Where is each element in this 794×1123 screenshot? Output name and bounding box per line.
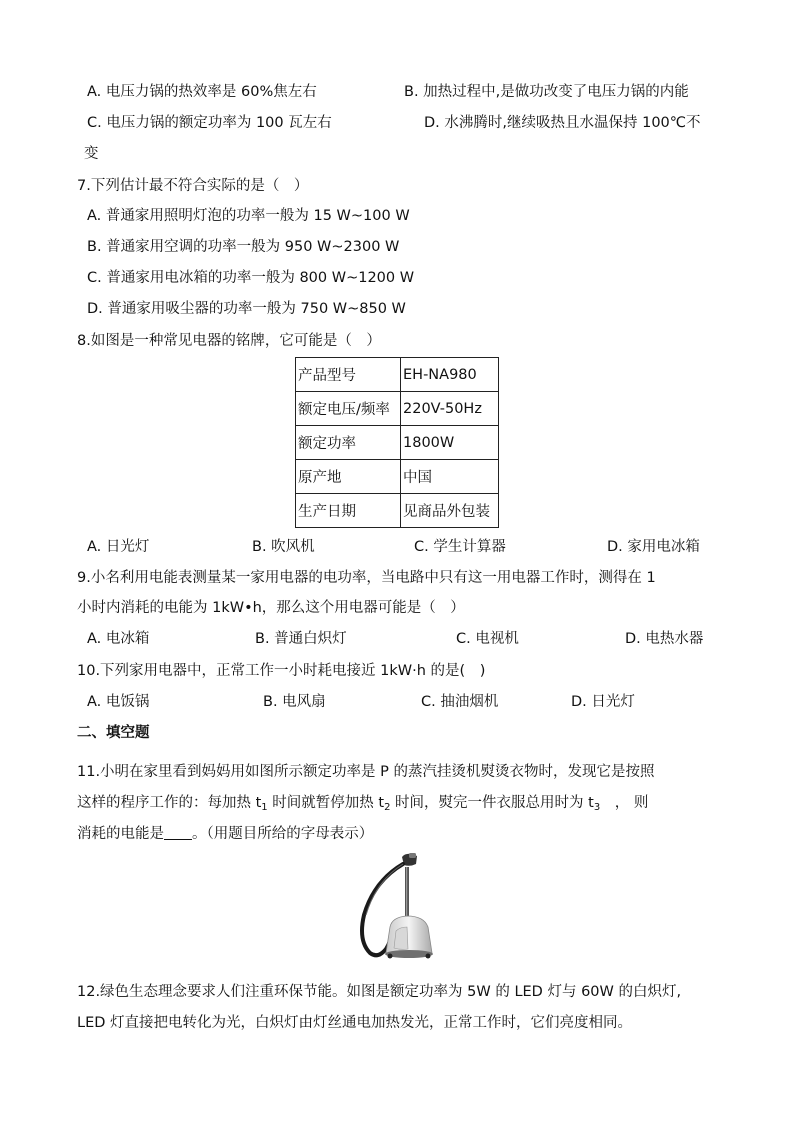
table-cell-value: 1800W xyxy=(401,426,499,460)
q12-line1: 12.绿色生态理念要求人们注重环保节能。如图是额定功率为 5W 的 LED 灯与 60W 的白炽灯, xyxy=(77,984,682,1000)
q8-option-c: C. 学生计算器 xyxy=(414,539,506,555)
q11-text: 这样的程序工作的：每加热 t xyxy=(77,795,262,811)
nameplate-table xyxy=(295,357,499,528)
table-row xyxy=(296,358,499,392)
garment-steamer-illustration xyxy=(356,853,446,963)
q12-line2: LED 灯直接把电转化为光，白炽灯由灯丝通电加热发光，正常工作时，它们亮度相同。 xyxy=(77,1015,633,1031)
table-cell-value: 中国 xyxy=(401,460,499,494)
q6-option-a: A. 电压力锅的热效率是 60%焦左右 xyxy=(87,84,317,100)
q8-option-a: A. 日光灯 xyxy=(87,539,150,555)
q8-option-b: B. 吹风机 xyxy=(252,539,315,555)
q9-option-d: D. 电热水器 xyxy=(625,631,704,647)
table-cell-key: 额定功率 xyxy=(296,426,401,460)
table-cell-value: EH-NA980 xyxy=(401,358,499,392)
q10-option-a: A. 电饭锅 xyxy=(87,694,150,710)
q9-option-c: C. 电视机 xyxy=(456,631,519,647)
q11-line1: 11.小明在家里看到妈妈用如图所示额定功率是 P 的蒸汽挂烫机熨烫衣物时，发现它是按照 xyxy=(77,764,655,780)
answer-blank[interactable] xyxy=(164,825,192,840)
section-title: 二、填空题 xyxy=(77,725,150,741)
q11-text: 消耗的电能是 xyxy=(77,826,164,842)
table-row xyxy=(296,392,499,426)
q7-stem: 7.下列估计最不符合实际的是（ ） xyxy=(77,178,309,194)
table-cell-key: 额定电压/频率 xyxy=(296,392,401,426)
table-cell-value: 220V-50Hz xyxy=(401,392,499,426)
q11-line3 xyxy=(77,824,373,844)
q11-text: 。（用题目所给的字母表示） xyxy=(192,826,374,842)
q6-option-d: D. 水沸腾时,继续吸热且水温保持 100℃不 xyxy=(424,115,701,131)
q6-option-c: C. 电压力锅的额定功率为 100 瓦左右 xyxy=(87,115,332,131)
table-row xyxy=(296,494,499,528)
q6-option-b: B. 加热过程中,是做功改变了电压力锅的内能 xyxy=(404,84,689,100)
q10-option-b: B. 电风扇 xyxy=(263,694,326,710)
q11-text: ， 则 xyxy=(600,795,649,811)
q6-option-d-cont: 变 xyxy=(84,146,99,162)
table-cell-key: 原产地 xyxy=(296,460,401,494)
table-row xyxy=(296,426,499,460)
q7-option-b: B. 普通家用空调的功率一般为 950 W~2300 W xyxy=(87,239,400,255)
table-cell-key: 产品型号 xyxy=(296,358,401,392)
q11-line2 xyxy=(77,793,648,818)
subscript: 2 xyxy=(384,802,391,813)
table-row xyxy=(296,460,499,494)
q9-stem-line2: 小时内消耗的电能为 1kW•h，那么这个用电器可能是（ ） xyxy=(77,600,465,616)
q10-option-c: C. 抽油烟机 xyxy=(421,694,499,710)
q9-option-b: B. 普通白炽灯 xyxy=(255,631,347,647)
subscript: 3 xyxy=(593,802,601,813)
q10-stem: 10.下列家用电器中，正常工作一小时耗电接近 1kW·h 的是( ) xyxy=(77,663,486,679)
q9-stem-line1: 9.小名利用电能表测量某一家用电器的电功率，当电路中只有这一用电器工作时，测得在 1 xyxy=(77,570,656,586)
subscript: 1 xyxy=(261,802,268,813)
q7-option-c: C. 普通家用电冰箱的功率一般为 800 W~1200 W xyxy=(87,270,415,286)
q7-option-d: D. 普通家用吸尘器的功率一般为 750 W~850 W xyxy=(87,301,406,317)
q10-option-d: D. 日光灯 xyxy=(571,694,635,710)
table-cell-value: 见商品外包装 xyxy=(401,494,499,528)
q7-option-a: A. 普通家用照明灯泡的功率一般为 15 W~100 W xyxy=(87,208,410,224)
q9-option-a: A. 电冰箱 xyxy=(87,631,150,647)
q8-stem: 8.如图是一种常见电器的铭牌，它可能是（ ） xyxy=(77,333,381,349)
q8-option-d: D. 家用电冰箱 xyxy=(607,539,700,555)
q11-text: 时间就暂停加热 t xyxy=(267,795,385,811)
q11-text: 时间，熨完一件衣服总用时为 t xyxy=(390,795,594,811)
table-cell-key: 生产日期 xyxy=(296,494,401,528)
